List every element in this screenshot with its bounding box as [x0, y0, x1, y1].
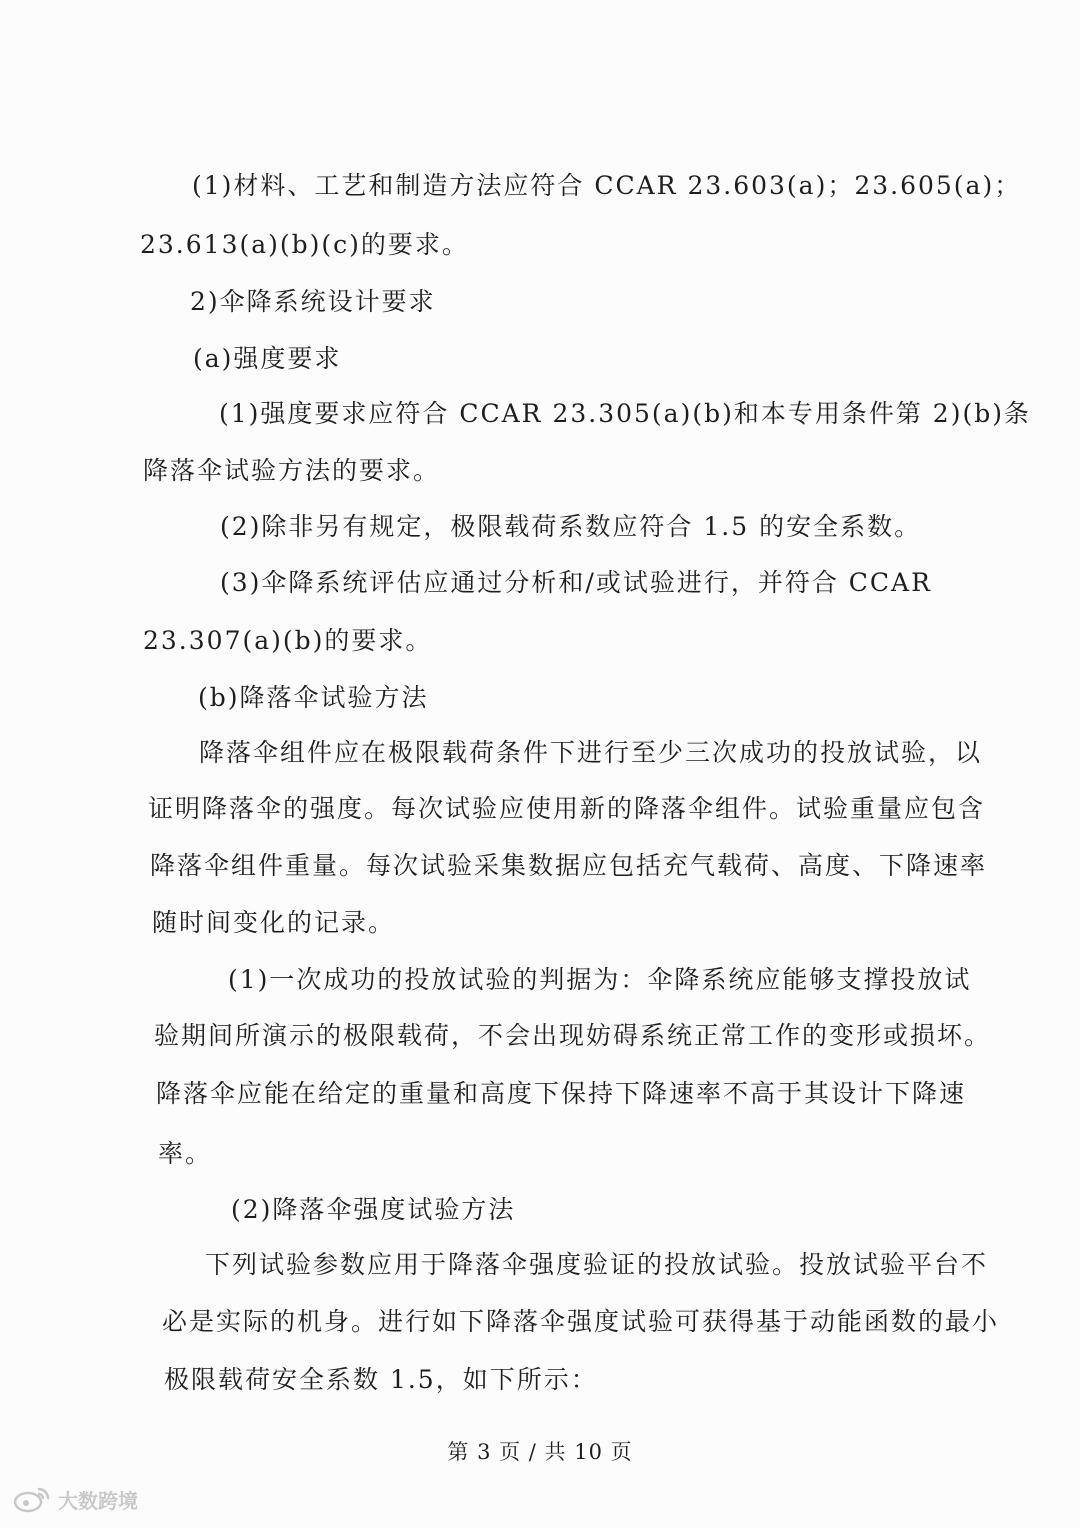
text-line-22: 极限载荷安全系数 1.5，如下所示：: [164, 1365, 598, 1394]
text-line-16: 验期间所演示的极限载荷，不会出现妨碍系统正常工作的变形或损坏。: [154, 1021, 992, 1050]
subsection-heading-a: (a)强度要求: [193, 344, 342, 373]
text-line-5: (1)强度要求应符合 CCAR 23.305(a)(b)和本专用条件第 2)(b)条: [219, 399, 1031, 428]
watermark: [12, 1484, 138, 1514]
text-line-15: (1)一次成功的投放试验的判据为：伞降系统应能够支撑投放试: [228, 965, 972, 994]
text-line-12: 证明降落伞的强度。每次试验应使用新的降落伞组件。试验重量应包含: [148, 794, 986, 823]
text-line-1: (1)材料、工艺和制造方法应符合 CCAR 23.603(a)；23.605(a)；: [192, 171, 1022, 200]
weibo-icon: [12, 1485, 52, 1513]
page-number: 第 3 页 / 共 10 页: [447, 1440, 633, 1464]
text-line-21: 必是实际的机身。进行如下降落伞强度试验可获得基于动能函数的最小: [162, 1307, 1000, 1336]
text-line-17: 降落伞应能在给定的重量和高度下保持下降速率不高于其设计下降速: [156, 1079, 967, 1108]
section-heading: 2)伞降系统设计要求: [190, 287, 436, 316]
subsection-heading-b: (b)降落伞试验方法: [198, 683, 429, 712]
text-line-20: 下列试验参数应用于降落伞强度验证的投放试验。投放试验平台不: [205, 1250, 989, 1279]
text-line-2: 23.613(a)(b)(c)的要求。: [140, 230, 469, 259]
text-line-6: 降落伞试验方法的要求。: [143, 456, 441, 485]
text-line-14: 随时间变化的记录。: [152, 908, 396, 937]
subsection-heading-2: (2)降落伞强度试验方法: [231, 1195, 516, 1224]
text-line-8: (3)伞降系统评估应通过分析和/或试验进行，并符合 CCAR: [220, 568, 932, 597]
text-line-9: 23.307(a)(b)的要求。: [143, 626, 433, 655]
text-line-7: (2)除非另有规定，极限载荷系数应符合 1.5 的安全系数。: [220, 512, 922, 541]
text-line-13: 降落伞组件重量。每次试验采集数据应包括充气载荷、高度、下降速率: [150, 851, 988, 880]
text-line-18: 率。: [158, 1139, 213, 1168]
watermark-text: 大数跨境: [58, 1488, 138, 1513]
text-line-11: 降落伞组件应在极限载荷条件下进行至少三次成功的投放试验，以: [199, 738, 983, 767]
